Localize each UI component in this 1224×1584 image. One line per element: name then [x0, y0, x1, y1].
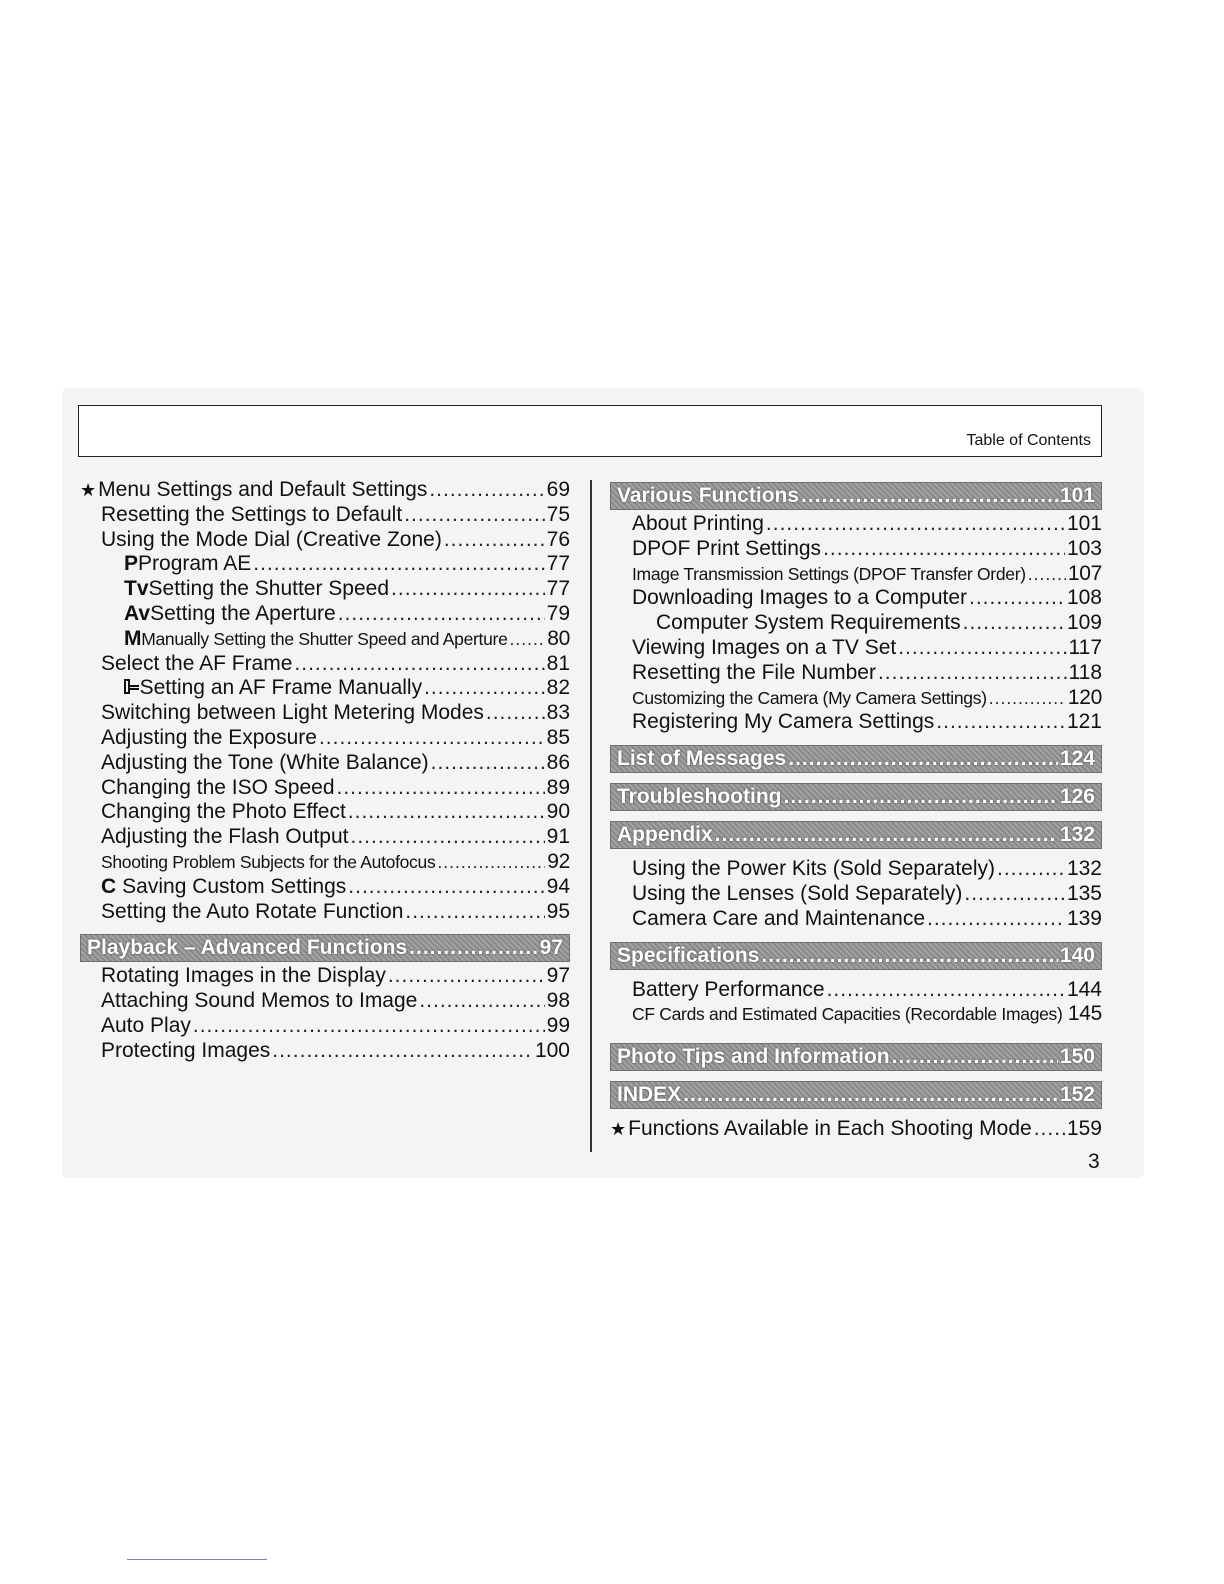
toc-entry-page: 90 [546, 800, 570, 824]
dot-leader [878, 661, 1067, 686]
section-index[interactable] [610, 1081, 1102, 1109]
dot-leader [337, 776, 545, 801]
af-frame-icon [124, 679, 130, 694]
section-page: 124 [1059, 747, 1095, 771]
toc-entry-page: 107 [1067, 561, 1102, 585]
mode-m-icon: M [124, 626, 142, 650]
dot-leader [486, 701, 545, 726]
toc-entry-label: Select the AF Frame [101, 651, 293, 675]
dot-leader [963, 611, 1065, 636]
toc-entry-flash-output[interactable] [80, 825, 570, 850]
section-playback-advanced[interactable] [80, 934, 570, 962]
toc-entry-label: Downloading Images to a Computer [632, 586, 968, 610]
toc-entry-page: 92 [547, 849, 570, 873]
toc-entry-page: 144 [1066, 977, 1102, 1001]
dot-leader [715, 823, 1058, 847]
dot-leader [766, 512, 1065, 537]
dot-leader [350, 825, 544, 850]
toc-entry-shutter-speed[interactable] [80, 577, 570, 602]
toc-entry-label: Adjusting the Tone (White Balance) [101, 750, 429, 774]
section-label: Various Functions [617, 484, 800, 507]
toc-entry-page: 76 [546, 527, 570, 551]
dot-leader [404, 503, 544, 528]
mode-av-icon: Av [124, 601, 151, 625]
toc-entry-page: 145 [1067, 1002, 1102, 1026]
toc-entry-mode-dial[interactable] [80, 528, 570, 553]
toc-entry-label: Registering My Camera Settings [632, 710, 935, 734]
dot-leader [409, 936, 537, 960]
toc-entry-page: 85 [546, 725, 570, 749]
toc-entry-menu-settings[interactable] [80, 478, 570, 503]
toc-entry-label: Auto Play [101, 1013, 191, 1037]
toc-entry-label: Image Transmission Settings (DPOF Transfer Order) [632, 563, 1026, 584]
dot-leader [391, 577, 545, 602]
toc-entry-page: 86 [546, 750, 570, 774]
section-specifications[interactable] [610, 942, 1102, 970]
dot-leader [388, 964, 545, 989]
mode-tv-icon: Tv [124, 577, 149, 601]
toc-entry-page: 120 [1067, 685, 1102, 709]
page-header [78, 405, 1102, 457]
mode-c-icon: C [101, 874, 117, 898]
dot-leader [319, 726, 545, 751]
toc-entry-dpof-print[interactable] [610, 537, 1102, 562]
toc-entry-label: Battery Performance [632, 977, 825, 1001]
toc-entry-label: Protecting Images [101, 1038, 271, 1062]
toc-entry-label: Manually Setting the Shutter Speed and Aperture [141, 628, 508, 649]
toc-entry-rotating-images[interactable] [80, 964, 570, 989]
toc-entry-label: Using the Mode Dial (Creative Zone) [101, 527, 442, 551]
toc-entry-auto-rotate[interactable] [80, 900, 570, 925]
toc-entry-label: Changing the Photo Effect [101, 800, 346, 824]
section-list-of-messages[interactable] [610, 745, 1102, 773]
toc-entry-page: 91 [546, 825, 570, 849]
toc-entry-label: Shooting Problem Subjects for the Autofocus [101, 851, 436, 872]
dot-leader [431, 751, 545, 776]
toc-entry-page: 75 [546, 502, 570, 526]
toc-entry-exposure[interactable] [80, 726, 570, 751]
toc-entry-label: Setting the Shutter Speed [148, 577, 390, 601]
toc-entry-label: Menu Settings and Default Settings [98, 478, 428, 501]
toc-entry-label: Program AE [138, 552, 252, 576]
toc-entry-label: Setting an AF Frame Manually [139, 676, 423, 700]
dot-leader [253, 552, 544, 577]
toc-entry-label: Resetting the Settings to Default [101, 502, 403, 526]
toc-entry-label: Resetting the File Number [632, 660, 876, 684]
page-number: 3 [1088, 1150, 1100, 1173]
toc-entry-page: 79 [546, 601, 570, 625]
toc-entry-page: 95 [546, 899, 570, 923]
toc-entry-page: 121 [1066, 710, 1102, 734]
dot-leader [827, 978, 1065, 1003]
toc-entry-page: 101 [1066, 512, 1102, 535]
toc-entry-program-ae[interactable] [80, 552, 570, 577]
toc-entry-label: Attaching Sound Memos to Image [101, 989, 418, 1013]
toc-entry-tv-set[interactable] [610, 636, 1102, 661]
dot-leader [272, 1039, 533, 1064]
dot-leader [419, 989, 544, 1014]
section-page: 97 [539, 936, 563, 960]
dot-leader [761, 944, 1058, 968]
toc-entry-page: 139 [1066, 906, 1102, 930]
toc-entry-page: 100 [534, 1038, 570, 1062]
toc-entry-label: Camera Care and Maintenance [632, 906, 925, 930]
toc-entry-page: 69 [546, 478, 570, 501]
toc-entry-label: Rotating Images in the Display [101, 964, 386, 988]
dot-leader [1034, 1117, 1065, 1142]
toc-entry-page: 80 [547, 626, 570, 650]
dot-leader [437, 850, 545, 875]
dot-leader [429, 478, 544, 503]
toc-entry-label: Adjusting the Exposure [101, 725, 317, 749]
toc-entry-file-number[interactable] [610, 661, 1102, 686]
toc-entry-light-metering[interactable] [80, 701, 570, 726]
toc-entry-page: 109 [1066, 611, 1102, 635]
dot-leader [348, 800, 545, 825]
dot-leader [405, 900, 544, 925]
toc-entry-photo-effect[interactable] [80, 800, 570, 825]
toc-entry-custom-settings[interactable] [80, 875, 570, 900]
toc-entry-problem-subjects[interactable] [80, 850, 570, 875]
toc-entry-label: About Printing [632, 512, 764, 535]
toc-entry-label: Using the Power Kits (Sold Separately) [632, 857, 995, 881]
dot-leader [444, 528, 545, 553]
dot-leader [892, 1045, 1058, 1069]
header-title: Table of Contents [966, 432, 1091, 449]
toc-entry-page: 77 [546, 552, 570, 576]
dot-leader [424, 676, 545, 701]
section-label: Appendix [617, 823, 713, 847]
toc-entry-manual-shutter-aperture[interactable] [80, 627, 570, 652]
toc-entry-page: 117 [1068, 635, 1102, 659]
section-page: 126 [1059, 785, 1095, 809]
toc-entry-camera-care[interactable] [610, 907, 1102, 932]
dot-leader [193, 1014, 545, 1039]
toc-entry-page: 83 [546, 701, 570, 725]
toc-entry-registering-settings[interactable] [610, 710, 1102, 735]
toc-entry-downloading-images[interactable] [610, 586, 1102, 611]
section-label: Photo Tips and Information [617, 1045, 890, 1069]
dot-leader [510, 627, 546, 652]
column-divider [590, 480, 592, 1152]
star-icon: ★ [610, 1119, 627, 1140]
dot-leader [294, 652, 544, 677]
toc-entry-page: 159 [1066, 1117, 1102, 1141]
dot-leader [989, 686, 1066, 711]
toc-entry-label: Customizing the Camera (My Camera Settings) [632, 687, 987, 708]
toc-entry-label: Computer System Requirements [656, 611, 961, 635]
dot-leader [1028, 562, 1066, 587]
toc-right-column [610, 480, 1102, 1142]
toc-entry-sound-memos[interactable] [80, 989, 570, 1014]
section-page: 101 [1059, 484, 1095, 507]
star-icon: ★ [80, 480, 97, 500]
toc-entry-protecting-images[interactable] [80, 1039, 570, 1064]
toc-entry-label: Switching between Light Metering Modes [101, 701, 484, 725]
toc-entry-select-af-frame[interactable] [80, 652, 570, 677]
section-label: Specifications [617, 943, 760, 967]
toc-entry-af-frame-manually[interactable] [80, 676, 570, 701]
section-page: 150 [1059, 1045, 1095, 1069]
toc-entry-page: 81 [546, 651, 570, 675]
dot-leader [1065, 1002, 1066, 1027]
toc-entry-page: 103 [1066, 536, 1102, 560]
toc-entry-aperture[interactable] [80, 602, 570, 627]
dot-leader [964, 882, 1065, 907]
toc-entry-page: 99 [546, 1013, 570, 1037]
toc-left-column [80, 478, 570, 1064]
dot-leader [338, 602, 545, 627]
section-label: Troubleshooting [617, 785, 782, 809]
toc-entry-label: Setting the Aperture [150, 601, 336, 625]
toc-entry-system-requirements[interactable] [610, 611, 1102, 636]
dot-leader [823, 537, 1065, 562]
toc-entry-page: 118 [1068, 660, 1102, 684]
toc-entry-label: Adjusting the Flash Output [101, 825, 349, 849]
toc-entry-label: DPOF Print Settings [632, 536, 822, 560]
section-page: 152 [1059, 1083, 1095, 1107]
dot-leader [969, 586, 1065, 611]
toc-entry-page: 135 [1066, 881, 1102, 905]
toc-entry-page: 132 [1066, 857, 1102, 881]
toc-entry-label: CF Cards and Estimated Capacities (Recordable Images) [632, 1004, 1063, 1025]
section-page: 140 [1059, 943, 1095, 967]
section-label: Playback – Advanced Functions [87, 936, 408, 960]
toc-entry-page: 108 [1066, 586, 1102, 610]
toc-entry-battery-performance[interactable] [610, 978, 1102, 1003]
toc-entry-label: Using the Lenses (Sold Separately) [632, 881, 963, 905]
toc-entry-functions-available[interactable] [610, 1117, 1102, 1142]
toc-entry-lenses[interactable] [610, 882, 1102, 907]
toc-entry-page: 89 [546, 775, 570, 799]
mode-p-icon: P [124, 552, 139, 576]
toc-entry-power-kits[interactable] [610, 857, 1102, 882]
toc-entry-page: 94 [546, 874, 570, 898]
toc-entry-label: Saving Custom Settings [122, 874, 347, 898]
section-troubleshooting[interactable] [610, 783, 1102, 811]
toc-entry-white-balance[interactable] [80, 751, 570, 776]
dot-leader [683, 1083, 1058, 1107]
toc-entry-label: Viewing Images on a TV Set [632, 635, 897, 659]
dot-leader [936, 710, 1065, 735]
toc-entry-page: 97 [546, 964, 570, 988]
section-appendix[interactable] [610, 821, 1102, 849]
section-photo-tips[interactable] [610, 1043, 1102, 1071]
section-label: List of Messages [617, 747, 787, 771]
toc-entry-cf-cards[interactable] [610, 1002, 1102, 1027]
section-various-functions[interactable] [610, 482, 1102, 510]
toc-entry-iso-speed[interactable] [80, 776, 570, 801]
toc-entry-auto-play[interactable] [80, 1014, 570, 1039]
toc-entry-page: 98 [546, 989, 570, 1013]
dot-leader [997, 857, 1065, 882]
footer-rule [127, 1559, 267, 1560]
dot-leader [801, 484, 1058, 508]
section-page: 132 [1059, 823, 1095, 847]
section-label: INDEX [617, 1083, 682, 1107]
dot-leader [348, 875, 544, 900]
toc-entry-label: Setting the Auto Rotate Function [101, 899, 404, 923]
dot-leader [898, 636, 1066, 661]
toc-entry-label: Changing the ISO Speed [101, 775, 335, 799]
dot-leader [783, 785, 1057, 809]
toc-entry-about-printing[interactable] [610, 512, 1102, 537]
toc-entry-customizing-camera[interactable] [610, 686, 1102, 711]
toc-entry-image-transmission[interactable] [610, 562, 1102, 587]
toc-entry-page: 77 [546, 577, 570, 601]
dot-leader [927, 907, 1065, 932]
toc-entry-page: 82 [546, 676, 570, 700]
toc-entry-resetting-settings[interactable] [80, 503, 570, 528]
toc-entry-label: Functions Available in Each Shooting Mode [628, 1117, 1032, 1141]
dot-leader [788, 747, 1058, 771]
